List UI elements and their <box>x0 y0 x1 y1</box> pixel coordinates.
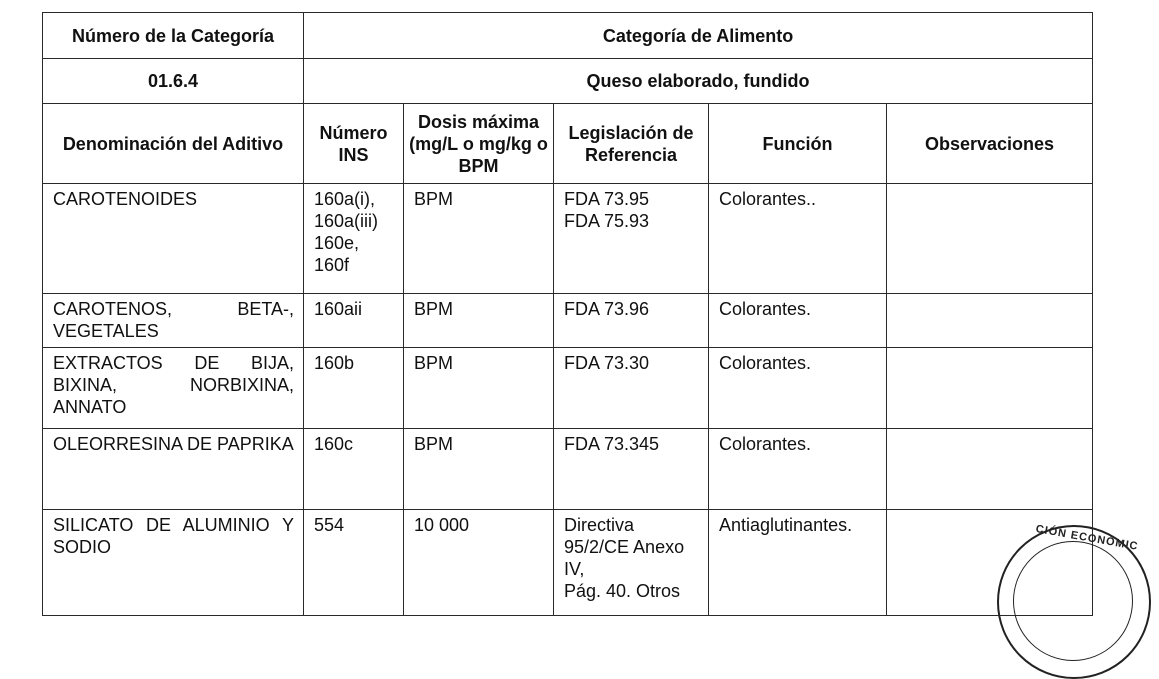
max-dose: BPM <box>414 299 454 319</box>
column-header-dose: Dosis máxima (mg/L o mg/kg o BPM <box>404 104 554 184</box>
column-header-ins: Número INS <box>304 104 404 184</box>
reference-legislation: FDA 73.95 FDA 75.93 <box>564 189 650 231</box>
reference-legislation: Directiva 95/2/CE Anexo IV, Pág. 40. Otros <box>564 515 685 601</box>
column-header-name: Denominación del Aditivo <box>43 104 304 184</box>
additive-name: EXTRACTOS DE BIJA, BIXINA, NORBIXINA, ANNATO <box>53 353 294 417</box>
max-dose: BPM <box>414 189 454 209</box>
column-header-row <box>43 104 1093 184</box>
additive-name: CAROTENOS, BETA-, VEGETALES <box>53 299 294 341</box>
observations <box>887 510 1092 514</box>
column-header-function: Función <box>709 104 887 184</box>
max-dose: 10 000 <box>414 515 470 535</box>
additive-function: Colorantes. <box>719 434 812 454</box>
reference-legislation: FDA 73.345 <box>564 434 660 454</box>
max-dose: BPM <box>414 353 454 373</box>
additive-function: Colorantes. <box>719 299 812 319</box>
category-value-row <box>43 59 1093 104</box>
additive-function: Antiaglutinantes. <box>719 515 853 535</box>
official-seal <box>997 525 1151 679</box>
official-seal-text: CIÓN ECONÓMIC <box>1034 523 1140 553</box>
additive-name: SILICATO DE ALUMINIO Y SODIO <box>53 515 294 557</box>
additives-table <box>42 12 1093 616</box>
category-number-value: 01.6.4 <box>43 59 304 104</box>
observations <box>887 294 1092 298</box>
table-row <box>43 184 1093 294</box>
official-seal-inner-ring <box>1013 541 1133 661</box>
additive-function: Colorantes.. <box>719 189 817 209</box>
additive-name: OLEORRESINA DE PAPRIKA <box>53 434 294 454</box>
ins-number: 160c <box>314 434 354 454</box>
reference-legislation: FDA 73.96 <box>564 299 650 319</box>
table-row <box>43 429 1093 510</box>
max-dose: BPM <box>414 434 454 454</box>
table-row <box>43 510 1093 616</box>
category-number-label: Número de la Categoría <box>43 13 304 59</box>
additive-function: Colorantes. <box>719 353 812 373</box>
reference-legislation: FDA 73.30 <box>564 353 650 373</box>
table-row <box>43 294 1093 348</box>
observations <box>887 429 1092 433</box>
column-header-observations: Observaciones <box>887 104 1093 184</box>
column-header-legislation: Legislación de Referencia <box>554 104 709 184</box>
ins-number: 160b <box>314 353 355 373</box>
category-header-row <box>43 13 1093 59</box>
ins-number: 554 <box>314 515 345 535</box>
food-category-label: Categoría de Alimento <box>304 13 1093 59</box>
food-category-value: Queso elaborado, fundido <box>304 59 1093 104</box>
table-row <box>43 348 1093 429</box>
observations <box>887 348 1092 352</box>
ins-number: 160a(i), 160a(iii) 160e, 160f <box>314 189 379 275</box>
additive-name: CAROTENOIDES <box>53 189 198 209</box>
ins-number: 160aii <box>314 299 363 319</box>
observations <box>887 184 1092 188</box>
